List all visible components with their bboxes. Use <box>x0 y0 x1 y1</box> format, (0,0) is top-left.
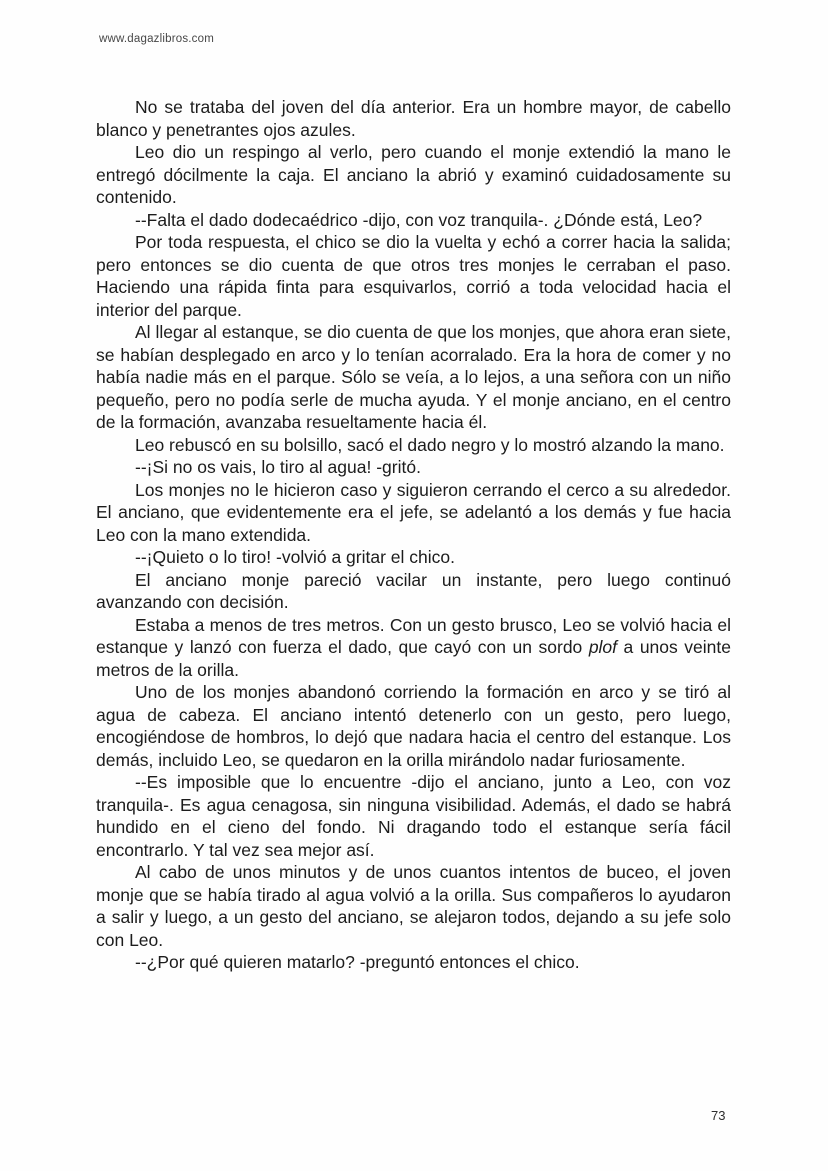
body-text <box>96 96 731 974</box>
paragraph-dialogue: --Es imposible que lo encuentre -dijo el anciano, junto a Leo, con voz tranquila-. Es agua cenagosa, sin ninguna visibilidad. Además, el dado se habrá hundido en el cieno del fondo. Ni dragando todo el estanque sería fácil encontrarlo. Y tal vez sea mejor así. <box>96 772 731 860</box>
paragraph-segment: a unos veinte metros de la orilla. <box>96 637 731 680</box>
paragraph-dialogue: --¡Si no os vais, lo tiro al agua! -gritó. <box>135 457 421 477</box>
paragraph: Los monjes no le hicieron caso y siguieron cerrando el cerco a su alrededor. El anciano, que evidentemente era el jefe, se adelantó a los demás y fue hacia Leo con la mano extendida. <box>96 479 731 545</box>
page-number: 73 <box>711 1108 726 1123</box>
paragraph: Uno de los monjes abandonó corriendo la formación en arco y se tiró al agua de cabeza. El anciano intentó detenerlo con un gesto, pero luego, encogiéndose de hombros, lo dejó que nadara hacia el centro del estanque. Los demás, incluido Leo, se quedaron en la orilla mirándolo nadar furiosamente. <box>96 682 731 770</box>
paragraph: Al cabo de unos minutos y de unos cuantos intentos de buceo, el joven monje que se había tirado al agua volvió a la orilla. Sus compañeros lo ayudaron a salir y luego, a un gesto del anciano, se alejaron todos, dejando a su jefe solo con Leo. <box>96 862 731 950</box>
paragraph: El anciano monje pareció vacilar un instante, pero luego continuó avanzando con decisión. <box>96 569 731 612</box>
paragraph-dialogue: --¡Quieto o lo tiro! -volvió a gritar el chico. <box>135 547 455 567</box>
page-header-url: www.dagazlibros.com <box>99 33 215 45</box>
paragraph-with-italic <box>96 614 731 682</box>
italic-word: plof <box>588 637 618 657</box>
paragraph: Al llegar al estanque, se dio cuenta de que los monjes, que ahora eran siete, se habían desplegado en arco y lo tenían acorralado. Era la hora de comer y no había nadie más en el parque. Sólo se veía, a lo lejos, a una señora con un niño pequeño, pero no podía serle de mucha ayuda. Y el monje anciano, en el centro de la formación, avanzaba resueltamente hacia él. <box>96 322 731 432</box>
paragraph: Por toda respuesta, el chico se dio la vuelta y echó a correr hacia la salida; pero entonces se dio cuenta de que otros tres monjes le cerraban el paso. Haciendo una rápida finta para esquivarlos, corrió a toda velocidad hacia el interior del parque. <box>96 232 731 320</box>
paragraph-dialogue: --¿Por qué quieren matarlo? -preguntó entonces el chico. <box>135 952 580 972</box>
paragraph: Leo dio un respingo al verlo, pero cuando el monje extendió la mano le entregó dócilmente la caja. El anciano la abrió y examinó cuidadosamente su contenido. <box>96 142 731 207</box>
paragraph-segment: Estaba a menos de tres metros. Con un gesto brusco, Leo se volvió hacia el estanque y lanzó con fuerza el dado, que cayó con un sordo <box>96 614 731 657</box>
paragraph: Leo rebuscó en su bolsillo, sacó el dado negro y lo mostró alzando la mano. <box>135 434 725 455</box>
paragraph-dialogue: --Falta el dado dodecaédrico -dijo, con voz tranquila-. ¿Dónde está, Leo? <box>135 209 703 230</box>
paragraph: No se trataba del joven del día anterior. Era un hombre mayor, de cabello blanco y penetrantes ojos azules. <box>96 97 731 140</box>
